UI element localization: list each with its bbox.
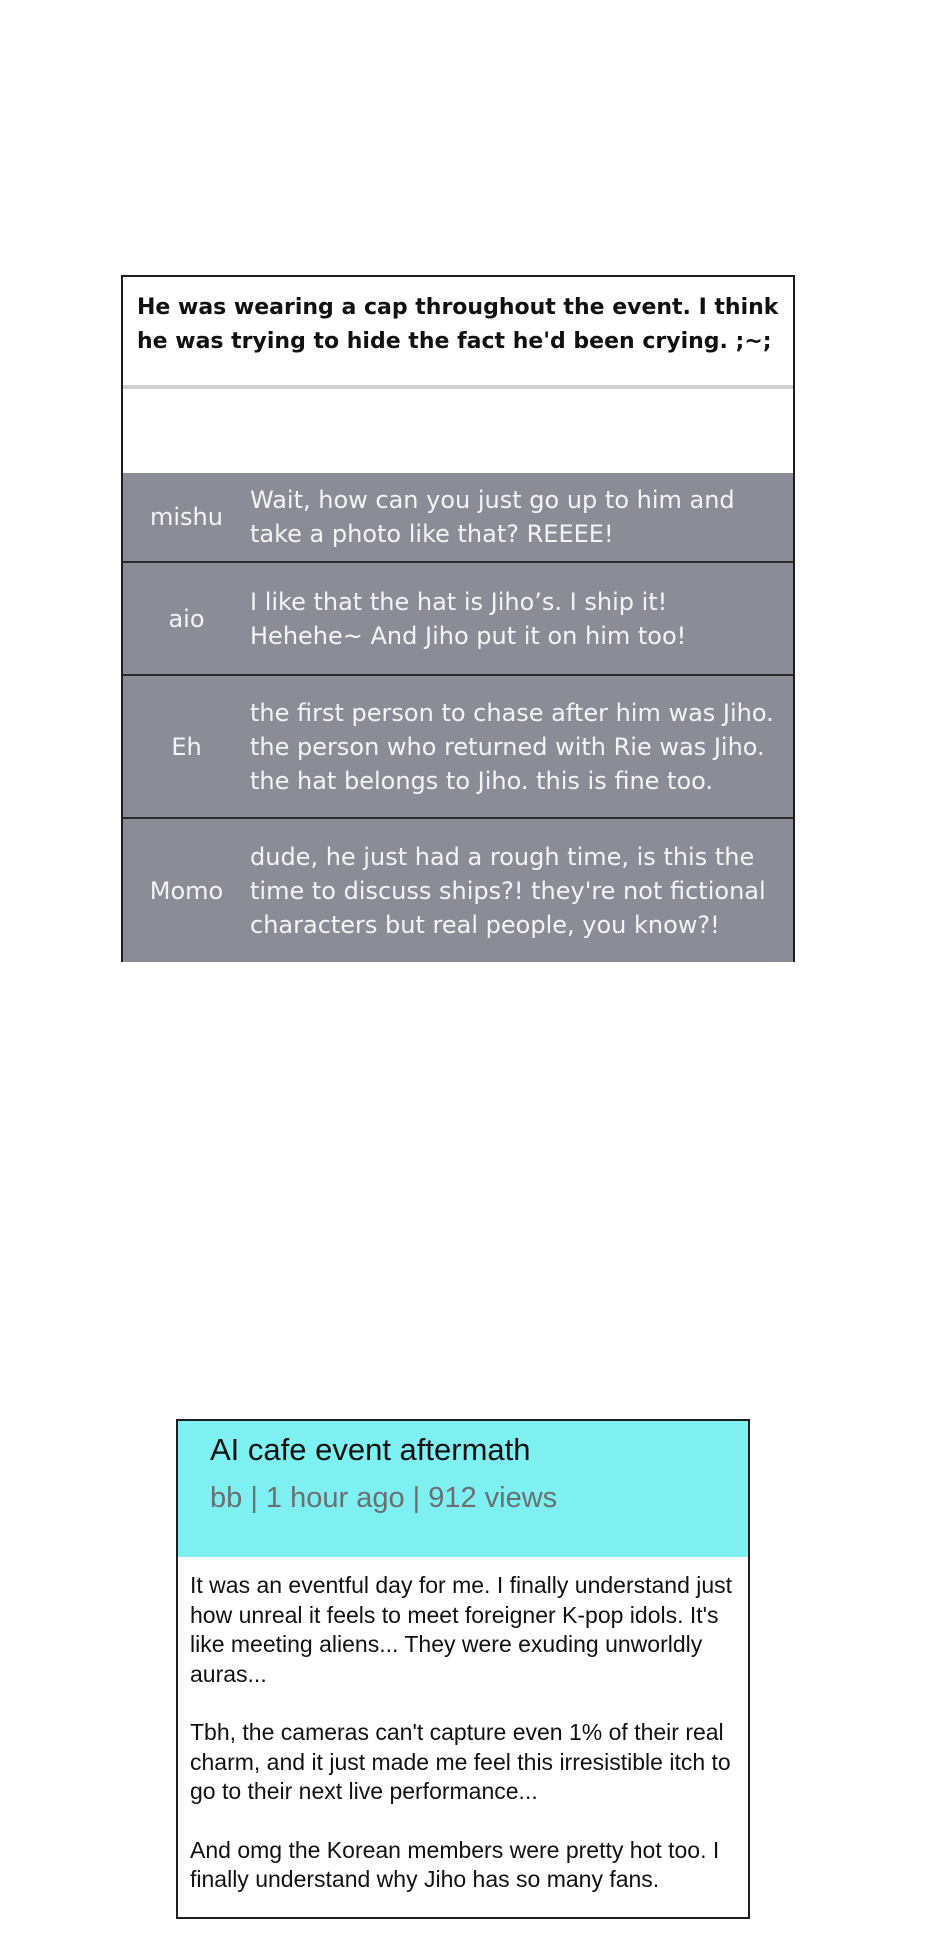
comment-text: I like that the hat is Jiho’s. I ship it! Hehehe~ And Jiho put it on him too! [250, 587, 687, 650]
quoted-post-text: He was wearing a cap throughout the event. I think he was trying to hide the fact he'd been crying. ;~; [123, 277, 793, 389]
post-paragraph: And omg the Korean members were pretty hot too. I finally understand why Jiho has so many fans. [190, 1836, 720, 1892]
post-paragraph: Tbh, the cameras can't capture even 1% of their real charm, and it just made me feel this irresistible itch to go to their next live performance... [190, 1719, 731, 1804]
comment-text: dude, he just had a rough time, is this the time to discuss ships?! they're not fictional characters but real people, you know?! [250, 842, 766, 939]
comment-username[interactable]: aio [168, 604, 205, 633]
comment-row [123, 676, 793, 819]
comment-username[interactable]: Momo [149, 876, 224, 905]
comment-text: Wait, how can you just go up to him and take a photo like that? REEEE! [250, 486, 735, 548]
comment-row [123, 819, 793, 962]
comment-panel [121, 275, 795, 962]
post-header [178, 1421, 748, 1557]
comment-username[interactable]: mishu [150, 503, 223, 531]
post-card [176, 1419, 750, 1919]
post-meta: bb | 1 hour ago | 912 views [210, 1482, 558, 1514]
comment-panel-spacer [123, 389, 793, 473]
post-title[interactable]: AI cafe event aftermath [210, 1432, 531, 1467]
comment-row [123, 473, 793, 563]
comment-text: the first person to chase after him was Jiho. the person who returned with Rie was Jiho. the hat belongs to Jiho. this is fine too. [250, 698, 774, 795]
comment-list [123, 473, 793, 962]
post-body [178, 1557, 748, 1895]
post-paragraph: It was an eventful day for me. I finally understand just how unreal it feels to meet foreigner K-pop idols. It's like meeting aliens... They were exuding unworldly auras... [190, 1572, 733, 1687]
comment-username[interactable]: Eh [171, 732, 202, 761]
comment-row [123, 563, 793, 676]
